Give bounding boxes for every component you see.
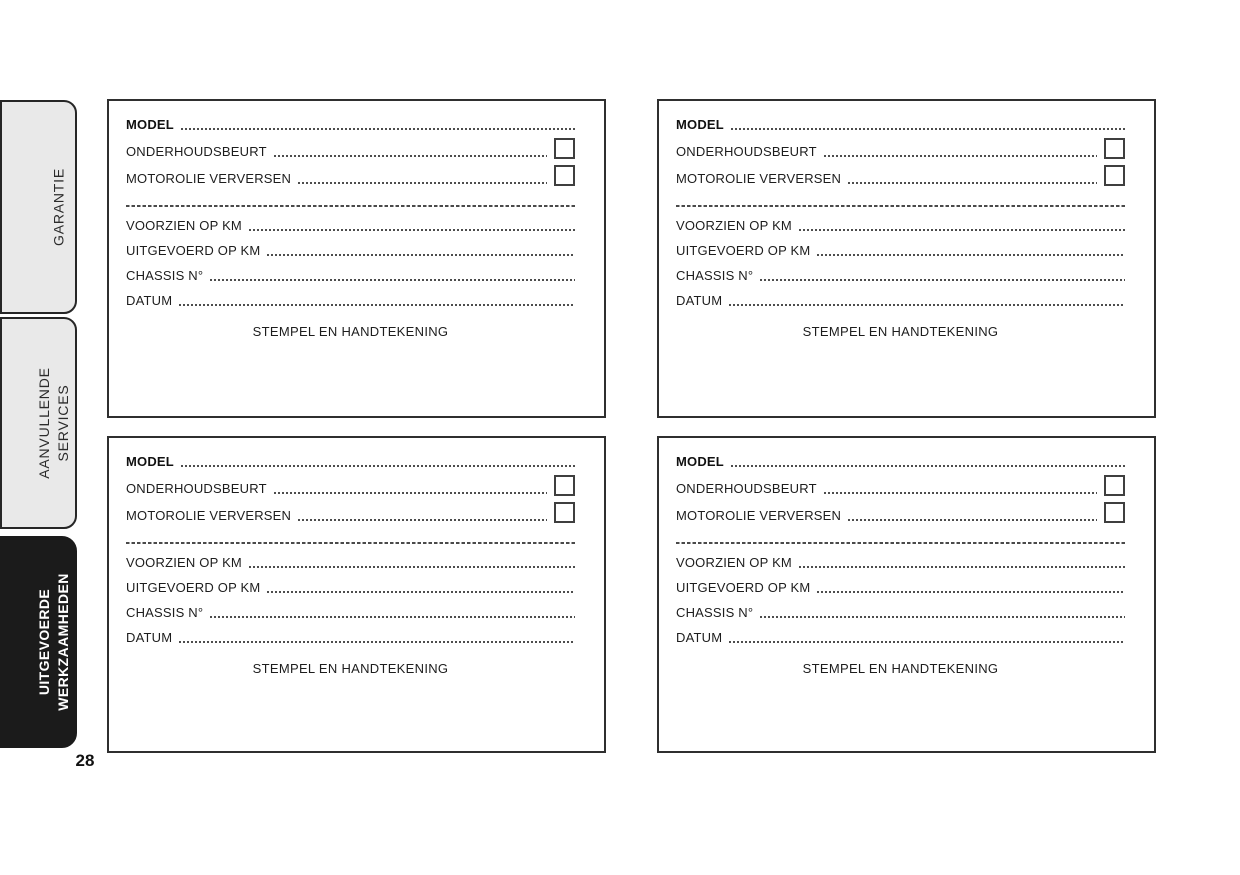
dotted-leader [267,591,575,593]
performed-km-row [126,238,575,263]
service-record-card [107,99,606,418]
performed-km-row [676,238,1125,263]
date-row [676,288,1125,313]
date-label: DATUM [676,630,723,645]
service-label: ONDERHOUDSBEURT [676,144,817,159]
chassis-number-label: CHASSIS N° [676,605,754,620]
stamp-signature-label: STEMPEL EN HANDTEKENING [802,324,999,339]
dotted-leader [210,279,575,281]
model-label: MODEL [676,117,724,132]
dotted-leader [731,128,1125,130]
dotted-leader [729,641,1125,643]
performed-km-label: UITGEVOERD OP KM [676,243,811,258]
sidebar-tab-aanvullende-services[interactable] [0,317,77,529]
dotted-leader [249,566,575,568]
scheduled-km-label: VOORZIEN OP KM [676,555,792,570]
sidebar-tab-garantie-label [50,168,69,246]
date-row [126,288,575,313]
chassis-number-row [126,263,575,288]
sidebar-tab-aanvullende-services-label [35,367,73,479]
stamp-signature-label: STEMPEL EN HANDTEKENING [252,324,449,339]
tab-label-line: UITGEVOERDE [36,588,52,696]
dotted-leader [799,229,1125,231]
service-label: ONDERHOUDSBEURT [676,481,817,496]
dashed-divider [126,542,575,544]
model-row [676,111,1125,138]
service-checkbox[interactable] [1104,475,1125,496]
service-row [126,475,575,502]
scheduled-km-label: VOORZIEN OP KM [126,555,242,570]
oil-change-row [126,165,575,192]
model-row [126,111,575,138]
dotted-leader [210,616,575,618]
service-checkbox[interactable] [554,475,575,496]
dashed-divider [126,205,575,207]
scheduled-km-row [126,550,575,575]
oil-change-label: MOTOROLIE VERVERSEN [676,171,842,186]
date-row [676,625,1125,650]
dotted-leader [760,616,1125,618]
model-row [126,448,575,475]
oil-change-row [676,502,1125,529]
tab-label-line: AANVULLENDE [36,367,52,479]
dotted-leader [760,279,1125,281]
dotted-leader [817,591,1125,593]
dotted-leader [179,641,575,643]
date-label: DATUM [126,293,173,308]
scheduled-km-label: VOORZIEN OP KM [126,218,242,233]
service-label: ONDERHOUDSBEURT [126,144,267,159]
dotted-leader [274,155,547,157]
chassis-number-label: CHASSIS N° [126,268,204,283]
service-checkbox[interactable] [554,138,575,159]
service-record-card [657,436,1156,753]
dotted-leader [799,566,1125,568]
dotted-leader [824,155,1097,157]
tab-label-line: GARANTIE [50,168,67,246]
service-row [126,138,575,165]
page-number: 28 [75,751,95,770]
scheduled-km-row [676,213,1125,238]
performed-km-row [126,575,575,600]
dotted-leader [824,492,1097,494]
scheduled-km-row [126,213,575,238]
oil-change-row [676,165,1125,192]
dotted-leader [848,519,1097,521]
dotted-leader [249,229,575,231]
performed-km-label: UITGEVOERD OP KM [126,580,261,595]
dotted-leader [181,128,575,130]
chassis-number-label: CHASSIS N° [126,605,204,620]
dotted-leader [731,465,1125,467]
stamp-signature-label: STEMPEL EN HANDTEKENING [252,661,449,676]
dotted-leader [267,254,575,256]
service-row [676,475,1125,502]
sidebar-tab-garantie[interactable] [0,100,77,314]
dashed-divider [676,542,1125,544]
oil-change-checkbox[interactable] [554,165,575,186]
oil-change-checkbox[interactable] [554,502,575,523]
dotted-leader [817,254,1125,256]
performed-km-label: UITGEVOERD OP KM [126,243,261,258]
model-label: MODEL [676,454,724,469]
service-label: ONDERHOUDSBEURT [126,481,267,496]
service-record-card [657,99,1156,418]
model-label: MODEL [126,454,174,469]
oil-change-label: MOTOROLIE VERVERSEN [676,508,842,523]
dotted-leader [729,304,1125,306]
oil-change-checkbox[interactable] [1104,165,1125,186]
date-label: DATUM [676,293,723,308]
oil-change-label: MOTOROLIE VERVERSEN [126,508,292,523]
stamp-signature-label: STEMPEL EN HANDTEKENING [802,661,999,676]
chassis-number-label: CHASSIS N° [676,268,754,283]
chassis-number-row [676,600,1125,625]
tab-label-line: SERVICES [55,384,71,462]
dashed-divider [676,205,1125,207]
date-label: DATUM [126,630,173,645]
sidebar-tab-uitgevoerde-werkzaamheden-label [35,573,73,710]
model-row [676,448,1125,475]
oil-change-label: MOTOROLIE VERVERSEN [126,171,292,186]
performed-km-label: UITGEVOERD OP KM [676,580,811,595]
model-label: MODEL [126,117,174,132]
sidebar-tab-uitgevoerde-werkzaamheden[interactable] [0,536,77,748]
service-record-card [107,436,606,753]
scheduled-km-row [676,550,1125,575]
chassis-number-row [676,263,1125,288]
scheduled-km-label: VOORZIEN OP KM [676,218,792,233]
dotted-leader [179,304,575,306]
tab-label-line: WERKZAAMHEDEN [55,573,71,711]
dotted-leader [181,465,575,467]
dotted-leader [298,519,547,521]
dotted-leader [274,492,547,494]
chassis-number-row [126,600,575,625]
dotted-leader [298,182,547,184]
date-row [126,625,575,650]
oil-change-row [126,502,575,529]
service-row [676,138,1125,165]
performed-km-row [676,575,1125,600]
oil-change-checkbox[interactable] [1104,502,1125,523]
service-checkbox[interactable] [1104,138,1125,159]
dotted-leader [848,182,1097,184]
